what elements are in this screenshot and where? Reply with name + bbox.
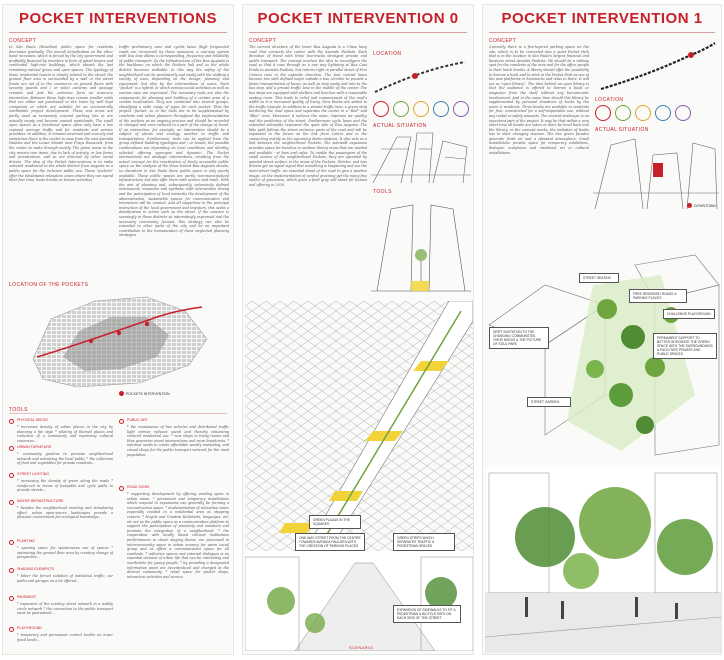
tool-water-icon [655, 105, 671, 121]
tool-item: PAVEMENT [9, 595, 36, 601]
concept-label: CONCEPT [9, 38, 37, 44]
tool-item: STREET LIGHTING [9, 472, 49, 478]
tools-divider [9, 413, 227, 414]
tool-icon [9, 568, 14, 573]
tool-item: PLAYGROUND [9, 626, 42, 632]
panel-title: POCKET INTERVENTION 1 [501, 10, 703, 27]
tool-desc: * community gardens to promote neighborhood network and activating the local public * the collection of food and vegetables for private residents... [17, 452, 113, 466]
location-label: LOCATION [373, 51, 402, 57]
panel-pocket-intervention-0 [242, 4, 474, 655]
panel-pocket-interventions [2, 4, 234, 655]
panel-title: POCKET INTERVENTION 0 [257, 10, 459, 27]
concept-label: CONCEPT [489, 38, 517, 44]
tool-icon [9, 473, 14, 478]
concept-text: The current structure of the lower Rua Augusta is a 3-lane busy road that connects the center with the Avenida Paulista. Each direction of travel with three two-tracks strongest private and public transport. The concept involves the idea to reconfigure the road so that it runs through as a one way lightning at Rua Caio Prado to Avenida Paulista, but returns right in parallel street of Frei Caneca runs in the opposite direction. The four central lanes become two with defined major outside a two corridor to provide a faster transportation of buses, as well as stop easily and into to the bus stop, and a private traffic lane in the middle of the center. The bus stops are equipped with shelters and benches with a reasonable seating room. This leads to relief and reassessment of the road's width so it is increased quality of living. New blocks are added to the traffic triangle. In addition to a private traffic lane, a green strip bordering the road space and separates the center in a "Red" and "Blue" zone. Moreover, it reduces the noise, improves air quality, and the aesthetics of the street. Furthermore cycle lanes and the extended sidewalks represent the quiet side of Rua Augusta. The bike path follows the street entrance parts of the road and will be expanded in the future as the link from Centro and in the connecting mainly as the upcoming Metro stations. It also acts as a link between the neighborhood Pockets. The sidewalk expansion provides space for benches or outdoor dining areas that are needed and available - at bars and cafes. To enable the passengers of the small sectors of the neighborhood Pockets, they are operated by painted street surface in the areas of the Pockets. Stricter, and less drivers get an signal signal that something is happening and see the muni-street traffic. An essential detail of the road to give a positive image, on the implementation of central greening get the many fine and/or of greenness, which gives a field gray will stand for human and offering in 2030. [249, 45, 367, 187]
actual-situation-label: ACTUAL SITUATION [373, 123, 427, 129]
tool-icon [9, 596, 14, 601]
tool-icon [119, 419, 124, 424]
tool-art-icon [675, 105, 691, 121]
callout-street-seating: STREET SEATING [579, 273, 619, 283]
location-map [595, 37, 719, 95]
tool-water-icon [433, 101, 449, 117]
tool-physical-icon [373, 101, 389, 117]
callout-sidewalk-expansion: EXPANSION OF SIDEWALKS TO FIT A PEDESTRIAN & BICYCLE PATH ON EACH SIDE OF THE STREET [393, 605, 461, 623]
park-perspective [485, 467, 721, 653]
tool-desc: * besides the neighborhood meeting and stimulating effect, urban open-source landscapes provide a pleasant environment for ecological knowledge... [17, 506, 113, 520]
street-axonometric [245, 301, 473, 651]
legend-label: DOWNTOWN [694, 203, 716, 208]
actual-situation-label: ACTUAL SITUATION [595, 127, 649, 133]
callout-one-way-street: ONE-WAY STREET FROM THE CENTRE TOWARDS AVENIDA PAULISTA WITH THE CREATION OF PARKING PLACES [295, 533, 365, 551]
callout-permanent-support: PERMANENT SUPPORT TO BETTER INTEGRATE THE GREEN SPACE WITH THE SURROUNDINGS & FACILITATE PRIVATE AND PUBLIC SPACES [653, 333, 717, 359]
tool-item: WATER INFRASTRUCTURE [9, 499, 64, 505]
tool-art-icon [453, 101, 469, 117]
title-divider [9, 32, 227, 33]
concept-text-left: In São Paulo (Brazilian) public space for residents decreases gradually. The overall densification on the other hand increases, which is forced by the city government and profitably financed by investors in form of gated towers and residential high-rise buildings, which absorb the last remaining natural green and open spaces. The typology of these residential towers is closely related to the street: the ground floor area is surrounded by a wall or the street fronts are not of to the commerce on ground floors with security guards and / or video cameras and passage remains and just the entrance form an unsecure interaction. Between these high-rises remain smaller voids that are either not purchased or the lower by well kept companies or which are suitable for an economically worthwhile project development. These rest areas are partly used as temporary covered parking lots or are actually empty and become unused wastelands. The small open spaces as a functional space often only have a low regional average traffic and for residents and service providers. In addition, it remains unversed and scarcely and sometimes there is the center to ease from the east Avenida Paulista and the Lower Monde near Praça Roosevelt, from the center to make through mostly. The green areas in the city remain rare items, due to lack of activity, or low forms and privatization, and so are directed by other social drivers. The idea of the Pocket Interventions is to make selected residential to the whole district from Augusta as a public space for the inclusive public use. These "pockets" offer the inhabitants relaxation zones where they can spend their free time, hosts breaks or leisure activities. [9, 45, 113, 183]
actual-situation-sketch [593, 133, 719, 213]
callout-playground: CHALLENGE PLAYGROUND [663, 309, 715, 319]
tool-lighting-icon [635, 105, 651, 121]
tool-item: ROAD SIGNS [119, 485, 150, 491]
tools-label: TOOLS [9, 407, 28, 413]
concept-text-right: traffic preliminary zone and cyclist lanes (high frequented roads are recovered) by these measures, a one-way system with less lane allows a corresponding, frequency and reliability of public transport. So the infrastructure of the Rua Augusta is the backbone on which the Pockets link and so the whole district becomes walkable. In this way the safety of the neighborhood can be prominently and easily with the shifting a variety of uses, depending on the design, planning and equipment, but also by the interventions of users. Each "pocket" is a hybrid, in which various social activities as well as various uses are expressed. The necessary tools are also the components for planning and building of a certain area of a certain localization. They are combined into several groups, classifying a wide range of types for each pocket. Thus the project "pocket, so in the tools are to be supplemented by residents and urban planners throughout the implementation of the pockets as an ongoing process and should be recorded or changed and even reduced in a part of the change of trend. If an interaction, for example, an intervention should be a subject of plants and ecology, another to traffic and transportation. Furthermore, tools can be applied from the group defined building typologies and / or tenant, the possible combinations are depending on local conditions and identity, selected offering synergies and dynamic. The Pocket interventions are strategic interventions, resulting from the actual concept for the reactivation of freely accessible public space on the analysis of the three transit Rua Augusta streets, so elsewhere in São Paulo there public space is only poorly available. These public spaces are partly non-municipalized infrastructure but also offer them with service and trade. With the aim of planning and, subsequently, extensively defined instruments, measures and synthetic with intervention timing and the participation of local networks the development of the administration, sustainable spaces for communication and interaction will be created. And all supportive in the principal instruction of the local government and investors, this seeks a densification in action such as the street. If the essence is seemingly in these districts so interestingly expressed and the necessary community focuses, this strategy can also be extended to other parts of the city and be an important contribution to the humanization of these neglected planning strategies. [119, 45, 229, 238]
tool-icon [119, 486, 124, 491]
location-map [7, 287, 231, 393]
concept-label: CONCEPT [249, 38, 277, 44]
callout-free-roads: FREE RESERVED ROADS & PARKING PLACES [629, 289, 687, 303]
tool-item: PLANTING [9, 539, 35, 545]
legend-marker [119, 391, 124, 396]
tool-desc: * opening space for spontaneous use of spaces * optimizing the ground floor area by creating change of perspective... [17, 546, 113, 560]
concept-text: Currently there is a five-layered parking space on the site, which is to be converted into a quiet Pocket Park that is in the location in São Paulo's largest financial and business street Avenida Paulista. We should be a railway spot for the residents of the area and for the office people in their lunch breaks. A library should offer the possibility to borrow a book and to stick in the Pocket Park as one of the new platforms or hammocks and relax in there. It will act as "open library". The idea behind an open library is that the audience is offered to borrow a book or magazine from the shelf without any bureaucratic involvement. And in the same time should this library be supplemented by personal donations of books by the users & residents. Three kiosks are available to residents for free, unrestricted for a self-responsible use, without any rental or safety amounts. The ancient landscape is an important part of the project. It may be that within a very short time all kiosks are taken or don't be lined back into the library, or the concept works, the initiation of books has to start changing reasons. The two green facades generate fresh air and a pleasant atmosphere. Small installations provide space for temporary exhibitions, dialogue, sculptures and rotational art or cultural installations. [489, 45, 589, 155]
callout-drift-invitation: DRIFT INVITATION TO THE CHANGING COMMUNITIES, THEIR NEEDS & THE PICTURE OF SOUL PARK [489, 327, 549, 349]
panel-pocket-intervention-1 [482, 4, 722, 655]
callout-street-garden: STREET GARDEN [527, 397, 571, 407]
tool-desc: * temporary and permanent control booths on lower fossil levels... [17, 633, 113, 642]
tool-item: SHADING ELEMENTS [9, 567, 54, 573]
legend-label: POCKETS INTERVENTION [126, 391, 170, 396]
tool-item: PUBLIC ART [119, 418, 148, 424]
tool-desc: * bitter the forced isolation of individual traffic, car paths and garages on a lot offered... [17, 574, 113, 583]
location-label: LOCATION [595, 97, 624, 103]
tool-icon [9, 419, 14, 424]
section-diagram [371, 195, 471, 299]
title-divider [489, 32, 715, 33]
tools-label: TOOLS [373, 189, 392, 195]
tool-item: PHYSICAL SEEDS [9, 418, 48, 424]
scenario-label: SCENARIO [349, 645, 374, 650]
legend-marker [687, 203, 692, 208]
title-divider [249, 32, 467, 33]
location-map [371, 58, 469, 96]
location-label: LOCATION OF THE POCKETS [9, 282, 89, 288]
panel-title: POCKET INTERVENTIONS [18, 10, 218, 27]
tool-lighting-icon [413, 101, 429, 117]
downtown-legend [687, 203, 716, 208]
tool-desc: * supporting development by offering vending spots in urban areas. * permanent and temporary installations which respond to expansions can generally be forming a reconstruction space. * implementation of relocation zones especially created in a residential area as stopping centers. * bicycle and Creative Kickstarts, languages, art, etc act as the public space as a communication platform to support the participation of proximity and members and promote the integration of a neighborhood. * the cooperation with locally based cultural institutions performances in closer staging theme, are processed in intercommunity space in urban scenery for warm social group and as offers a communication space for all residents. * reflective spaces and external dialogues is an essential element of urban life that can be interesting and worthwhile for young people. * by providing a designated information point are decentralized and changed at the desired community. * retail space for pocket shops, interactive activities and service. [127, 492, 229, 579]
tool-planting-icon [615, 105, 631, 121]
callout-green-plazas: GREEN PLAZAS IN THE SQUARES [309, 515, 361, 529]
tool-icon [9, 627, 14, 632]
tool-desc: * increases density of urban places in the city by planning a fan style * piloting of themed places and reduction of a community and improving cultural resources... [17, 425, 113, 443]
tool-desc: * the renaissance of bus vehicles and distributed traffic light entries reduces speed and thereby enhancing reduced residential use. * new shops in living rooms and thus generates street interventions and more broadcasts. * informal needs to create affordable weekly marketing, and casual shops for the public transport network for the most population. [127, 425, 229, 457]
tool-item: URBAN FURNITURE [9, 445, 51, 451]
tool-planting-icon [393, 101, 409, 117]
tool-desc: * expansion of the existing street network in a widely circle network * the connection to the public transport must be guaranteed... [17, 602, 113, 616]
callout-green-strips: GREEN STRIPS WHICH SEPARATES TRAFFIC & PEDESTRIAN SPACES [393, 533, 455, 551]
tool-physical-icon [595, 105, 611, 121]
tool-icon [9, 446, 14, 451]
tool-icon [9, 500, 14, 505]
tool-desc: * increasing the density of green along the roads * reinforced in terms of footpaths and cycle paths to provide streets... [17, 479, 113, 493]
actual-situation-sketch [371, 129, 471, 185]
tool-icon [9, 540, 14, 545]
pockets-legend [119, 391, 170, 396]
